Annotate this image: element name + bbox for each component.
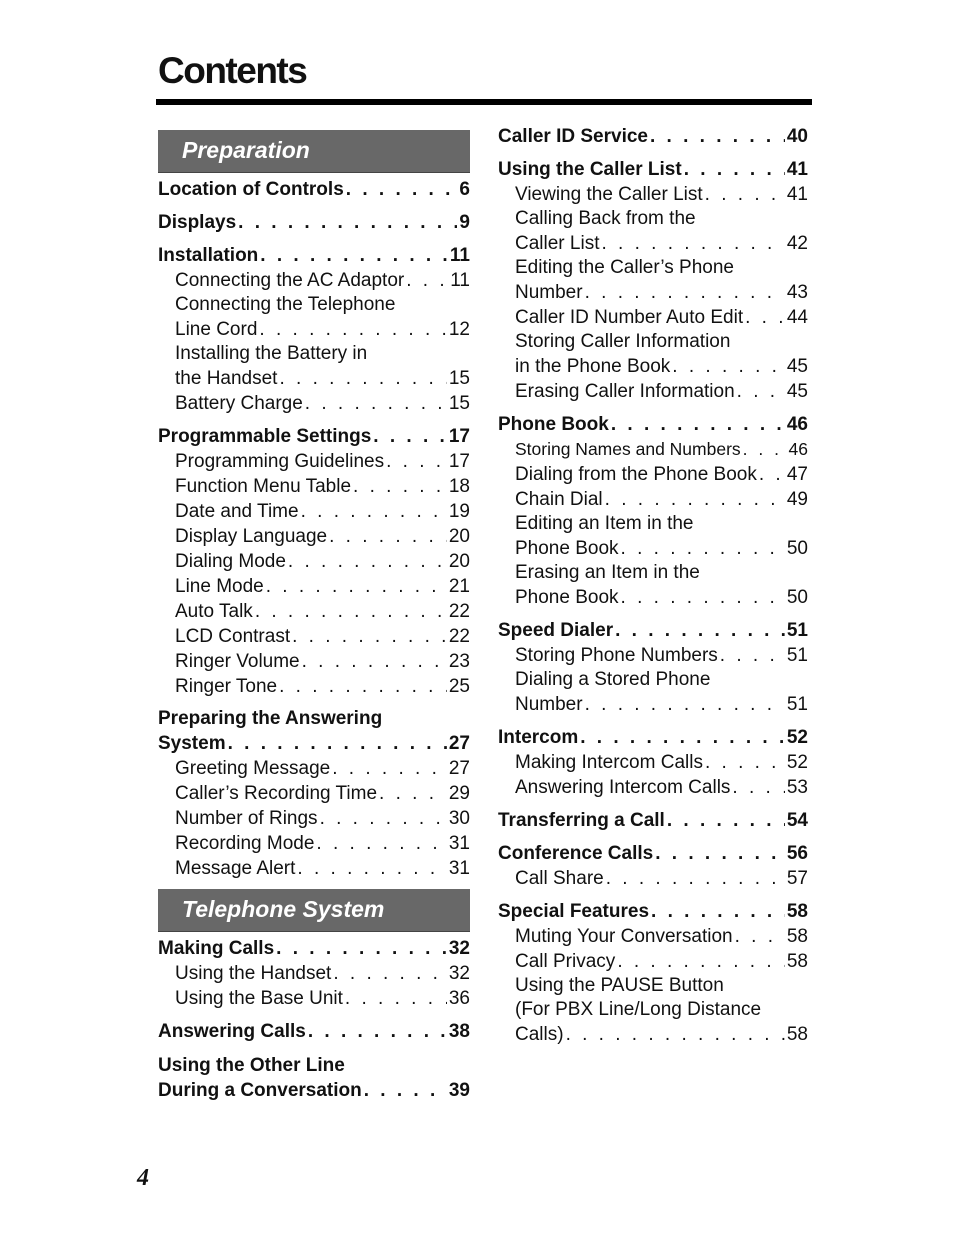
toc-subentry-line1: Installing the Battery in: [175, 343, 368, 364]
toc-subentry[interactable]: Ringer Volume . . . 23: [158, 649, 470, 674]
toc-entry[interactable]: Displays . . . 9: [158, 210, 470, 235]
toc-subentry[interactable]: Phone Book . . . 50: [498, 536, 808, 561]
toc-subentry[interactable]: in the Phone Book . . . 45: [498, 354, 808, 379]
toc-subentry[interactable]: Storing Phone Numbers . . . 51: [498, 643, 808, 668]
toc-subentry[interactable]: Viewing the Caller List . . . 41: [498, 182, 808, 207]
toc-subentry[interactable]: Line Mode . . . 21: [158, 574, 470, 599]
toc-subentry[interactable]: Erasing Caller Information . . . 45: [498, 379, 808, 404]
toc-entry[interactable]: Installation . . . 11: [158, 243, 470, 268]
toc-entry[interactable]: Making Calls . . . 32: [158, 936, 470, 961]
toc-subentry[interactable]: Battery Charge . . . 15: [158, 391, 470, 416]
toc-subentry[interactable]: Dialing from the Phone Book . . . 47: [498, 462, 808, 487]
toc-subentry[interactable]: Ringer Tone . . . 25: [158, 674, 470, 699]
toc-subentry-line1: Connecting the Telephone: [175, 294, 396, 315]
toc-entry[interactable]: Caller ID Service . . . 40: [498, 124, 808, 149]
toc-subentry[interactable]: Muting Your Conversation . . . 58: [498, 924, 808, 949]
toc-subentry[interactable]: the Handset . . . 15: [158, 366, 470, 391]
title-rule: [156, 99, 812, 105]
toc-entry[interactable]: System . . . 27: [158, 731, 470, 756]
page-title: Contents: [158, 50, 307, 91]
toc-subentry[interactable]: Call Share . . . 57: [498, 866, 808, 891]
toc-subentry[interactable]: Function Menu Table . . . 18: [158, 474, 470, 499]
toc-subentry-line1: Editing an Item in the: [515, 513, 694, 534]
toc-subentry[interactable]: Call Privacy . . . 58: [498, 949, 808, 974]
toc-entry-line1: Preparing the Answering: [158, 708, 383, 729]
toc-subentry[interactable]: Using the Base Unit . . . 36: [158, 986, 470, 1011]
toc-right-column: [498, 124, 808, 1047]
toc-subentry-line2: (For PBX Line/Long Distance: [515, 999, 762, 1020]
toc-subentry[interactable]: Dialing Mode . . . 20: [158, 549, 470, 574]
toc-subentry[interactable]: Connecting the AC Adaptor . . . 11: [158, 268, 470, 293]
toc-subentry-line1: Calling Back from the: [515, 208, 696, 229]
toc-entry[interactable]: Speed Dialer . . . 51: [498, 618, 808, 643]
toc-subentry-line1: Dialing a Stored Phone: [515, 669, 711, 690]
toc-subentry[interactable]: Message Alert . . . 31: [158, 856, 470, 881]
toc-subentry[interactable]: Display Language . . . 20: [158, 524, 470, 549]
toc-entry[interactable]: Location of Controls . . . 6: [158, 177, 470, 202]
toc-subentry[interactable]: Using the Handset . . . 32: [158, 961, 470, 986]
toc-subentry[interactable]: Answering Intercom Calls . . . 53: [498, 775, 808, 800]
toc-entry[interactable]: Programmable Settings . . . 17: [158, 424, 470, 449]
toc-subentry[interactable]: Recording Mode . . . 31: [158, 831, 470, 856]
page-number: 4: [137, 1165, 149, 1191]
toc-subentry[interactable]: Programming Guidelines . . . 17: [158, 449, 470, 474]
toc-subentry[interactable]: Auto Talk . . . 22: [158, 599, 470, 624]
toc-subentry[interactable]: Number . . . 43: [498, 280, 808, 305]
toc-subentry[interactable]: Phone Book . . . 50: [498, 585, 808, 610]
toc-subentry[interactable]: Number . . . 51: [498, 692, 808, 717]
toc-subentry[interactable]: Caller’s Recording Time . . . 29: [158, 781, 470, 806]
section-header-preparation: Preparation: [158, 130, 470, 173]
toc-entry[interactable]: Special Features . . . 58: [498, 899, 808, 924]
section-header-telephone-system: Telephone System: [158, 889, 470, 932]
toc-entry[interactable]: Phone Book . . . 46: [498, 412, 808, 437]
toc-entry[interactable]: Intercom . . . 52: [498, 725, 808, 750]
toc-subentry[interactable]: Date and Time . . . 19: [158, 499, 470, 524]
toc-subentry[interactable]: Calls) . . . 58: [498, 1022, 808, 1047]
toc-subentry[interactable]: Number of Rings . . . 30: [158, 806, 470, 831]
toc-entry-line1: Using the Other Line: [158, 1055, 345, 1076]
toc-subentry[interactable]: Storing Names and Numbers . . . 46: [498, 437, 808, 462]
toc-subentry-line1: Storing Caller Information: [515, 331, 731, 352]
toc-subentry-line1: Erasing an Item in the: [515, 562, 700, 583]
toc-entry[interactable]: Using the Caller List . . . 41: [498, 157, 808, 182]
toc-subentry[interactable]: Greeting Message . . . 27: [158, 756, 470, 781]
toc-subentry[interactable]: Caller ID Number Auto Edit . . . 44: [498, 305, 808, 330]
toc-subentry[interactable]: Chain Dial . . . 49: [498, 487, 808, 512]
toc-subentry[interactable]: LCD Contrast . . . 22: [158, 624, 470, 649]
toc-subentry[interactable]: Making Intercom Calls . . . 52: [498, 750, 808, 775]
toc-subentry[interactable]: Line Cord . . . 12: [158, 317, 470, 342]
toc-left-column: [158, 130, 470, 1103]
toc-subentry[interactable]: Caller List . . . 42: [498, 231, 808, 256]
toc-entry[interactable]: During a Conversation . . . 39: [158, 1078, 470, 1103]
toc-entry[interactable]: Conference Calls . . . 56: [498, 841, 808, 866]
toc-entry[interactable]: Answering Calls . . . 38: [158, 1019, 470, 1044]
toc-entry[interactable]: Transferring a Call . . . 54: [498, 808, 808, 833]
toc-subentry-line1: Using the PAUSE Button: [515, 975, 724, 996]
toc-subentry-line1: Editing the Caller’s Phone: [515, 257, 734, 278]
